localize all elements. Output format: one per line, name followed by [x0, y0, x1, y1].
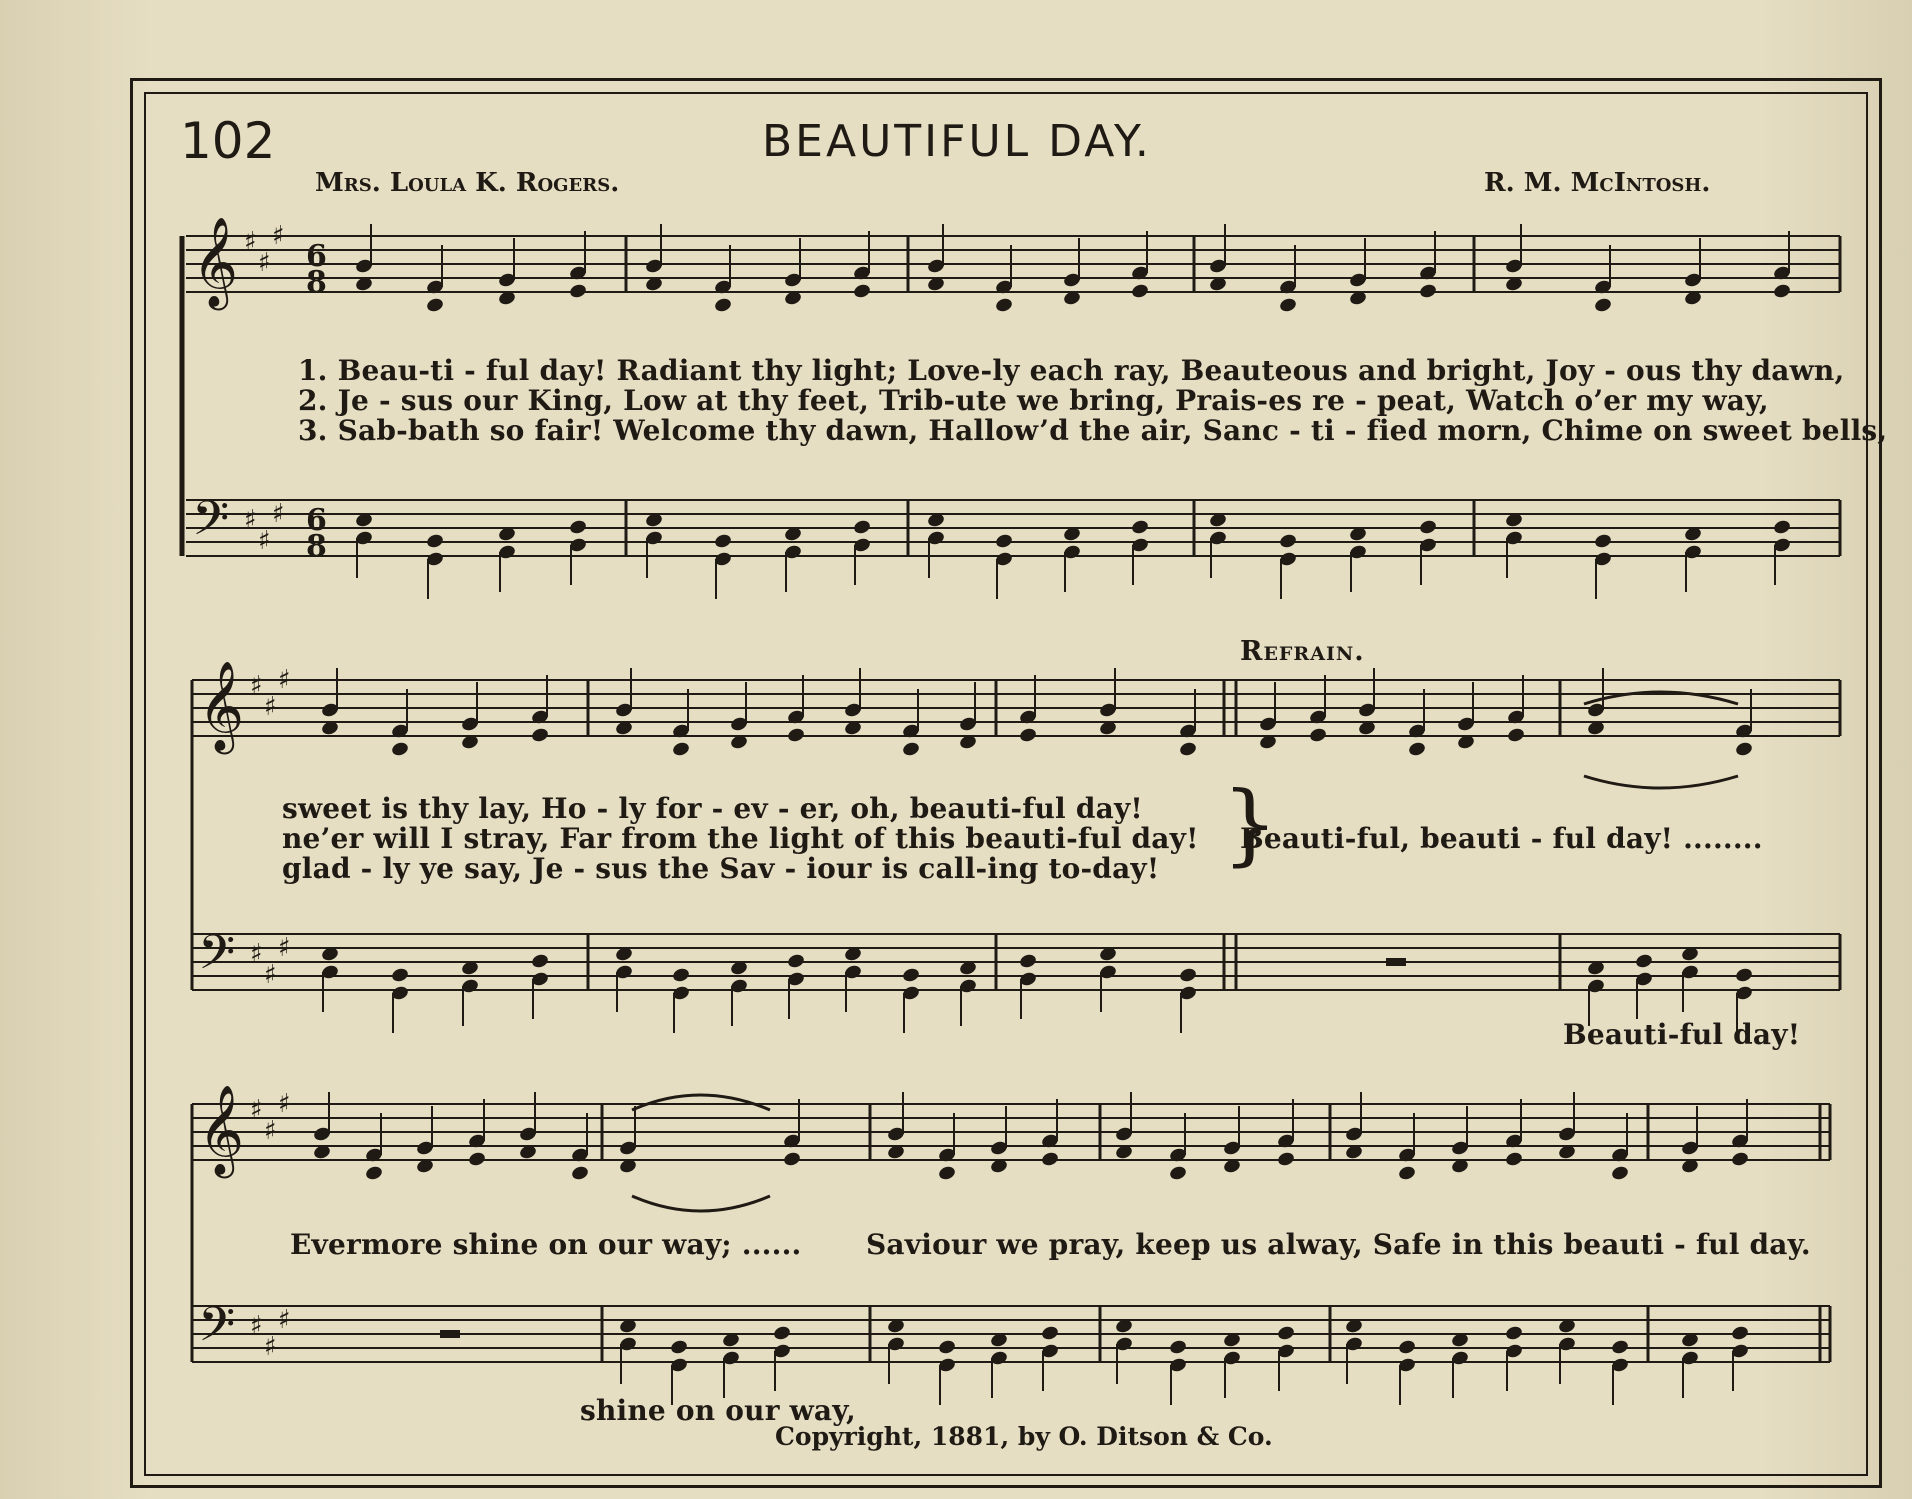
sharp-icon: ♯: [278, 933, 291, 963]
system-1-treble-notehead: [425, 297, 444, 314]
system-3-treble-notehead: [1730, 1151, 1749, 1168]
lyric-verse-1-end: sweet is thy lay, Ho - ly for - ev - er, oh, beauti-ful day!: [282, 792, 1143, 825]
bass-clef-icon: 𝄢: [192, 490, 230, 558]
system-2-treble-notehead: [786, 727, 805, 744]
system-2-bass-notehead: [390, 967, 409, 984]
system-3-bass-notehead: [937, 1339, 956, 1356]
system-3-bass-notehead: [1610, 1339, 1629, 1356]
lyric-bass-echo: Beauti-ful day!: [1563, 1018, 1801, 1051]
system-3-treble-notehead: [1504, 1151, 1523, 1168]
sharp-icon: ♯: [258, 526, 271, 556]
system-1-treble-notehead: [568, 283, 587, 300]
lyric-bass-shine: shine on our way,: [580, 1394, 856, 1427]
lyric-refrain-3: Saviour we pray, keep us alway, Safe in this beauti - ful day.: [866, 1228, 1811, 1261]
sharp-icon: ♯: [278, 1089, 291, 1119]
system-3-bass-notehead: [1276, 1325, 1295, 1342]
system-1-bass-notehead: [1593, 533, 1612, 550]
verse-brace: }: [1222, 772, 1279, 875]
system-1-treble-notehead: [1130, 283, 1149, 300]
time-signature-bottom: 8: [306, 529, 327, 564]
system-1-bass-notehead: [852, 519, 871, 536]
lyric-refrain-2: Evermore shine on our way; ......: [290, 1228, 802, 1261]
system-3-bass-notehead: [1397, 1339, 1416, 1356]
whole-rest-icon: [1386, 958, 1406, 966]
system-1-treble-notehead: [1772, 283, 1791, 300]
sharp-icon: ♯: [278, 665, 291, 695]
system-2-treble-notehead: [1018, 727, 1037, 744]
whole-rest-icon: [440, 1330, 460, 1338]
system-3-treble-notehead: [1040, 1151, 1059, 1168]
system-1-bass-notehead: [425, 533, 444, 550]
time-signature-top: 6: [306, 503, 327, 538]
treble-clef-icon: 𝄞: [198, 661, 245, 751]
treble-clef-icon: 𝄞: [198, 1085, 245, 1175]
system-2-treble-notehead: [1506, 727, 1525, 744]
system-1-bass-notehead: [568, 519, 587, 536]
system-3-treble-notehead: [364, 1165, 383, 1182]
sharp-icon: ♯: [244, 505, 257, 535]
bass-clef-icon: 𝄢: [198, 924, 236, 992]
system-2-treble-notehead: [1734, 741, 1753, 758]
sharp-icon: ♯: [278, 1305, 291, 1335]
system-1-treble-notehead: [1278, 297, 1297, 314]
refrain-label: Refrain.: [1240, 636, 1365, 667]
sharp-icon: ♯: [264, 960, 277, 990]
sharp-icon: ♯: [264, 1332, 277, 1362]
lyric-verse-1: 1. Beau-ti - ful day! Radiant thy light; Love-ly each ray, Beauteous and bright, Joy - ous thy dawn,: [298, 354, 1845, 387]
system-3-treble-notehead: [937, 1165, 956, 1182]
system-2-bass-notehead: [1634, 953, 1653, 970]
system-1-bass-notehead: [1772, 519, 1791, 536]
system-2-treble-notehead: [1308, 727, 1327, 744]
system-1-bass-notehead: [1418, 519, 1437, 536]
system-2-bass-notehead: [786, 953, 805, 970]
system-3-bass-notehead: [1040, 1325, 1059, 1342]
system-3-treble-notehead: [1276, 1151, 1295, 1168]
system-3-bass-notehead: [1504, 1325, 1523, 1342]
system-1-bass-notehead: [994, 533, 1013, 550]
system-2-bass-notehead: [1018, 953, 1037, 970]
system-3-bass-notehead: [1730, 1325, 1749, 1342]
system-1-treble-notehead: [994, 297, 1013, 314]
time-signature-bottom: 8: [306, 265, 327, 300]
system-3-treble-notehead: [467, 1151, 486, 1168]
sharp-icon: ♯: [272, 499, 285, 529]
system-1-bass-notehead: [713, 533, 732, 550]
system-1-bass-notehead: [1278, 533, 1297, 550]
sharp-icon: ♯: [250, 671, 263, 701]
lyric-verse-3-end: glad - ly ye say, Je - sus the Sav - iour is call-ing to-day!: [282, 852, 1160, 885]
sharp-icon: ♯: [250, 939, 263, 969]
system-3-treble-notehead: [1397, 1165, 1416, 1182]
lyric-verse-2-end: ne’er will I stray, Far from the light of this beauti-ful day!: [282, 822, 1199, 855]
composer-credit: R. M. McIntosh.: [1484, 168, 1711, 198]
hymn-title: BEAUTIFUL DAY.: [762, 116, 1152, 167]
sharp-icon: ♯: [258, 248, 271, 278]
copyright-notice: Copyright, 1881, by O. Ditson & Co.: [775, 1422, 1273, 1451]
system-1-treble-notehead: [1593, 297, 1612, 314]
lyric-refrain-1: Beauti-ful, beauti - ful day! ........: [1240, 822, 1763, 855]
sharp-icon: ♯: [272, 221, 285, 251]
system-3-treble-notehead: [1168, 1165, 1187, 1182]
system-3-bass-notehead: [772, 1325, 791, 1342]
system-2-bass-notehead: [1734, 967, 1753, 984]
system-3-treble-notehead: [782, 1151, 801, 1168]
system-1-treble-notehead: [852, 283, 871, 300]
bass-clef-icon: 𝄢: [198, 1296, 236, 1364]
sharp-icon: ♯: [264, 1116, 277, 1146]
sharp-icon: ♯: [244, 227, 257, 257]
system-2-treble-notehead: [390, 741, 409, 758]
tie-arc: [1584, 776, 1738, 788]
sharp-icon: ♯: [264, 692, 277, 722]
lyric-verse-2: 2. Je - sus our King, Low at thy feet, Trib-ute we bring, Prais-es re - peat, Watch o’er my way,: [298, 384, 1769, 417]
system-3-treble-notehead: [570, 1165, 589, 1182]
system-3-bass-notehead: [1168, 1339, 1187, 1356]
system-2-bass-notehead: [1178, 967, 1197, 984]
system-1-bass-notehead: [1130, 519, 1149, 536]
tie-arc: [632, 1095, 770, 1110]
lyric-verse-3: 3. Sab-bath so fair! Welcome thy dawn, Hallow’d the air, Sanc - ti - fied morn, Chime on sweet bells,: [298, 414, 1888, 447]
system-1-treble-notehead: [1418, 283, 1437, 300]
tie-arc: [632, 1196, 770, 1211]
time-signature-top: 6: [306, 239, 327, 274]
system-2-treble-notehead: [901, 741, 920, 758]
system-2-bass-notehead: [671, 967, 690, 984]
system-2-bass-notehead: [901, 967, 920, 984]
system-1-treble-notehead: [713, 297, 732, 314]
system-2-treble-notehead: [1407, 741, 1426, 758]
hymn-number: 102: [180, 112, 276, 170]
sharp-icon: ♯: [250, 1311, 263, 1341]
system-2-treble-notehead: [530, 727, 549, 744]
system-3-treble-notehead: [1610, 1165, 1629, 1182]
author-credit: Mrs. Loula K. Rogers.: [315, 168, 620, 198]
sharp-icon: ♯: [250, 1095, 263, 1125]
system-2-treble-notehead: [1178, 741, 1197, 758]
system-3-bass-notehead: [669, 1339, 688, 1356]
system-2-bass-notehead: [530, 953, 549, 970]
treble-clef-icon: 𝄞: [192, 217, 239, 307]
system-2-treble-notehead: [671, 741, 690, 758]
